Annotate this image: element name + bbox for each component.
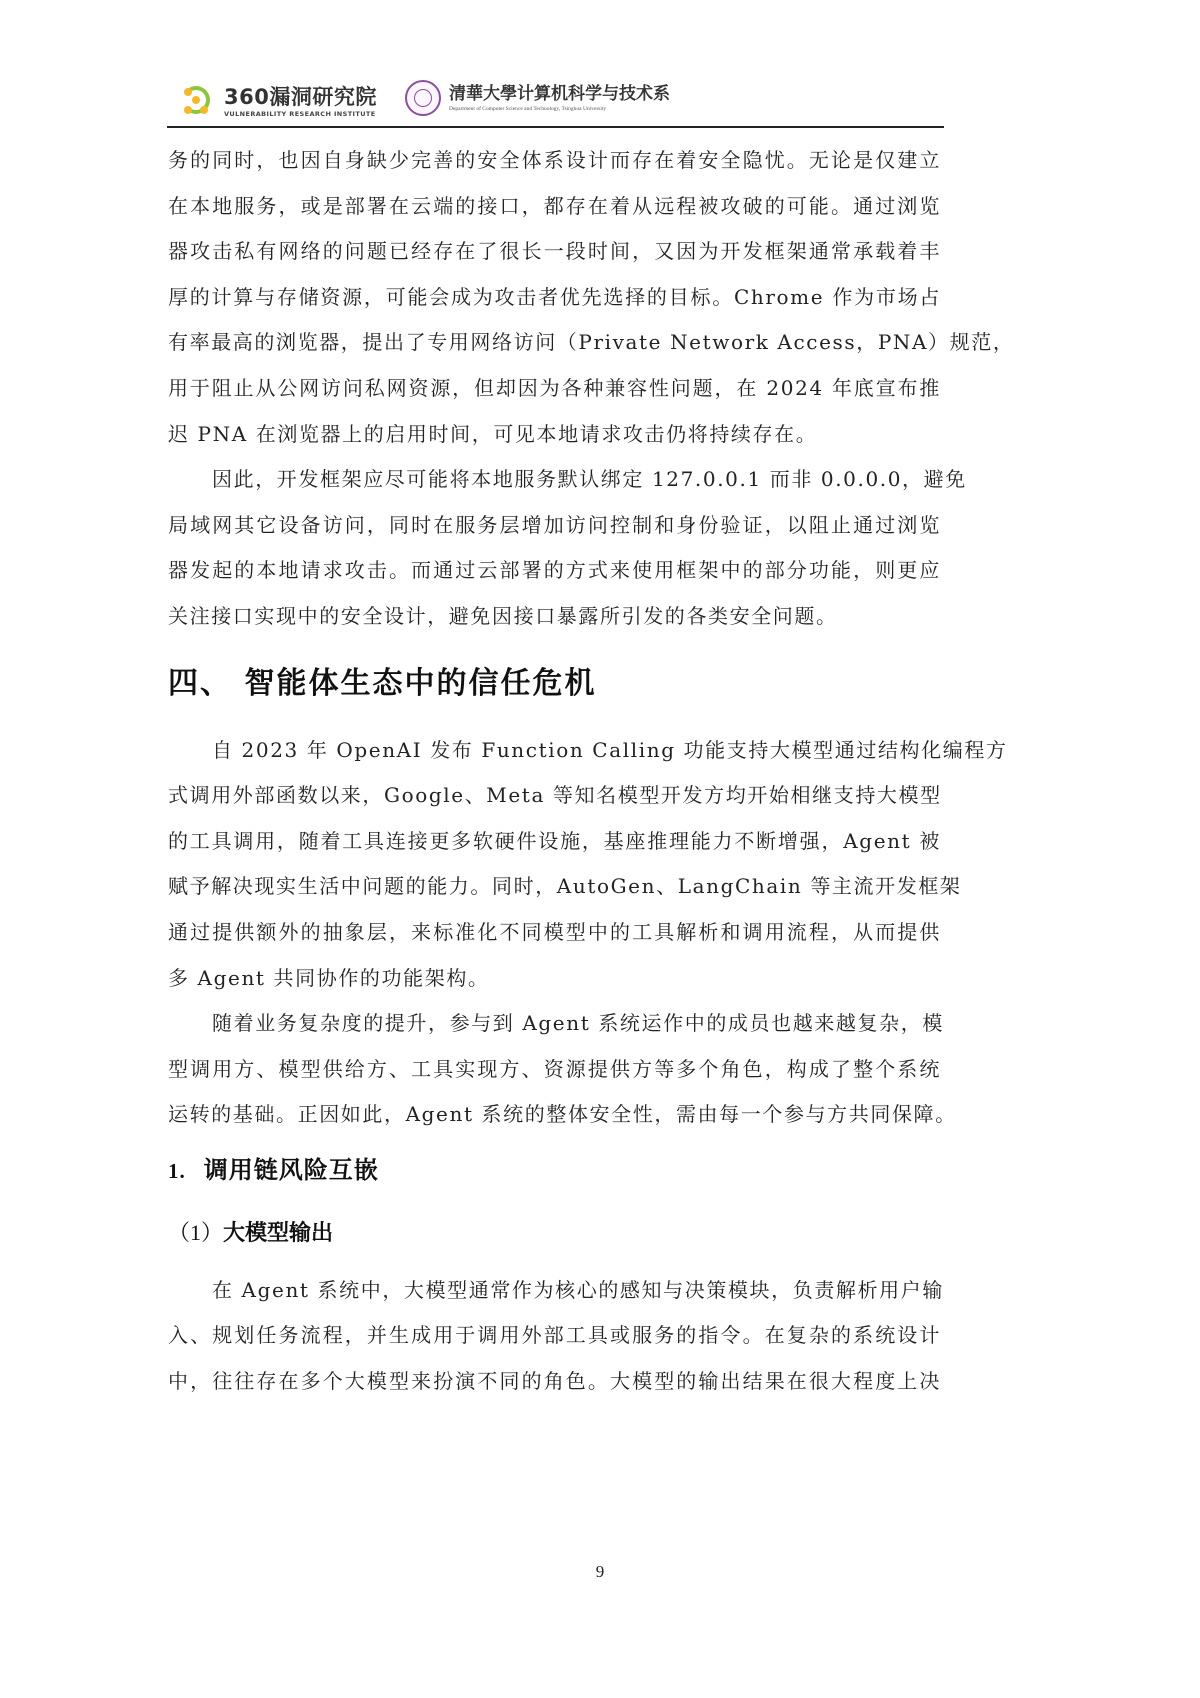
text-line: 器发起的本地请求攻击。而通过云部署的方式来使用框架中的部分功能，则更应 xyxy=(168,558,941,583)
text-line: 因此，开发框架应尽可能将本地服务默认绑定 127.0.0.1 而非 0.0.0.0，避免 xyxy=(212,467,967,492)
text-line: 式调用外部函数以来，Google、Meta 等知名模型开发方均开始相继支持大模型 xyxy=(168,783,942,808)
page-number: 9 xyxy=(595,1562,605,1581)
logo-360-subtitle: VULNERABILITY RESEARCH INSTITUTE xyxy=(224,110,376,118)
text-line: 中，往往存在多个大模型来扮演不同的角色。大模型的输出结果在很大程度上决 xyxy=(168,1369,941,1394)
text-line: 随着业务复杂度的提升，参与到 Agent 系统运作中的成员也越来越复杂，模 xyxy=(212,1011,944,1036)
text-line: 迟 PNA 在浏览器上的启用时间，可见本地请求攻击仍将持续存在。 xyxy=(168,421,818,446)
text-line: 有率最高的浏览器，提出了专用网络访问（Private Network Access，PNA）规范， xyxy=(168,330,1015,355)
text-line: 厚的计算与存储资源，可能会成为攻击者优先选择的目标。Chrome 作为市场占 xyxy=(168,284,941,309)
text-line: 在 Agent 系统中，大模型通常作为核心的感知与决策模块，负责解析用户输 xyxy=(212,1277,944,1302)
subsubsection-title: 大模型输出 xyxy=(223,1220,334,1246)
text-line: 型调用方、模型供给方、工具实现方、资源提供方等多个角色，构成了整个系统 xyxy=(168,1056,941,1081)
paragraph-pna xyxy=(168,138,1015,457)
text-line: 多 Agent 共同协作的功能架构。 xyxy=(168,965,490,990)
section-heading: 四、 智能体生态中的信任危机 xyxy=(168,665,597,701)
text-line: 局域网其它设备访问，同时在服务层增加访问控制和身份验证，以阻止通过浏览 xyxy=(168,512,941,537)
text-line: 自 2023 年 OpenAI 发布 Function Calling 功能支持大模型通过结构化编程方 xyxy=(212,737,1008,762)
logo-tsinghua-subtitle: Department of Computer Science and Technology, Tsinghua University xyxy=(449,106,607,112)
subsection-title: 调用链风险互嵌 xyxy=(203,1155,379,1184)
text-line: 用于阻止从公网访问私网资源，但却因为各种兼容性问题，在 2024 年底宣布推 xyxy=(168,375,941,400)
paragraph-agent-roles xyxy=(168,1001,957,1138)
paragraph-recommendation xyxy=(168,457,967,639)
text-line: 器攻击私有网络的问题已经存在了很长一段时间，又因为开发框架通常承载着丰 xyxy=(168,239,941,264)
text-line: 通过提供额外的抽象层，来标准化不同模型中的工具解析和调用流程，从而提供 xyxy=(168,919,941,944)
logo-360-icon xyxy=(180,84,216,120)
text-line: 关注接口实现中的安全设计，避免因接口暴露所引发的各类安全问题。 xyxy=(168,603,838,628)
logo-tsinghua-cs xyxy=(405,80,670,116)
subsubsection-heading xyxy=(168,1202,941,1268)
text-line: 入、规划任务流程，并生成用于调用外部工具或服务的指令。在复杂的系统设计 xyxy=(168,1323,941,1348)
logo-tsinghua-title: 清華大學计算机科学与技术系 xyxy=(449,84,670,104)
text-line: 运转的基础。正因如此，Agent 系统的整体安全性，需由每一个参与方共同保障。 xyxy=(168,1102,957,1127)
header-divider xyxy=(167,126,944,128)
subsubsection-number: （1） xyxy=(168,1219,224,1245)
paragraph-function-calling xyxy=(168,728,1008,1002)
page-content xyxy=(168,138,1015,1405)
text-line: 的工具调用，随着工具连接更多软硬件设施，基座推理能力不断增强，Agent 被 xyxy=(168,828,941,853)
text-line: 务的同时，也因自身缺少完善的安全体系设计而存在着安全隐忧。无论是仅建立 xyxy=(168,148,941,172)
logo-360-title: 360漏洞研究院 xyxy=(224,85,377,109)
logo-360-vulnerability-institute xyxy=(180,84,377,120)
text-line: 在本地服务，或是部署在云端的接口，都存在着从远程被攻破的可能。通过浏览 xyxy=(168,193,941,218)
text-line: 赋予解决现实生活中问题的能力。同时，AutoGen、LangChain 等主流开发框架 xyxy=(168,874,962,899)
subsection-heading xyxy=(168,1138,941,1202)
tsinghua-seal-icon xyxy=(405,80,441,116)
subsection-number: 1. xyxy=(168,1158,186,1183)
paragraph-llm-output xyxy=(168,1268,944,1405)
page-header xyxy=(180,80,1030,130)
